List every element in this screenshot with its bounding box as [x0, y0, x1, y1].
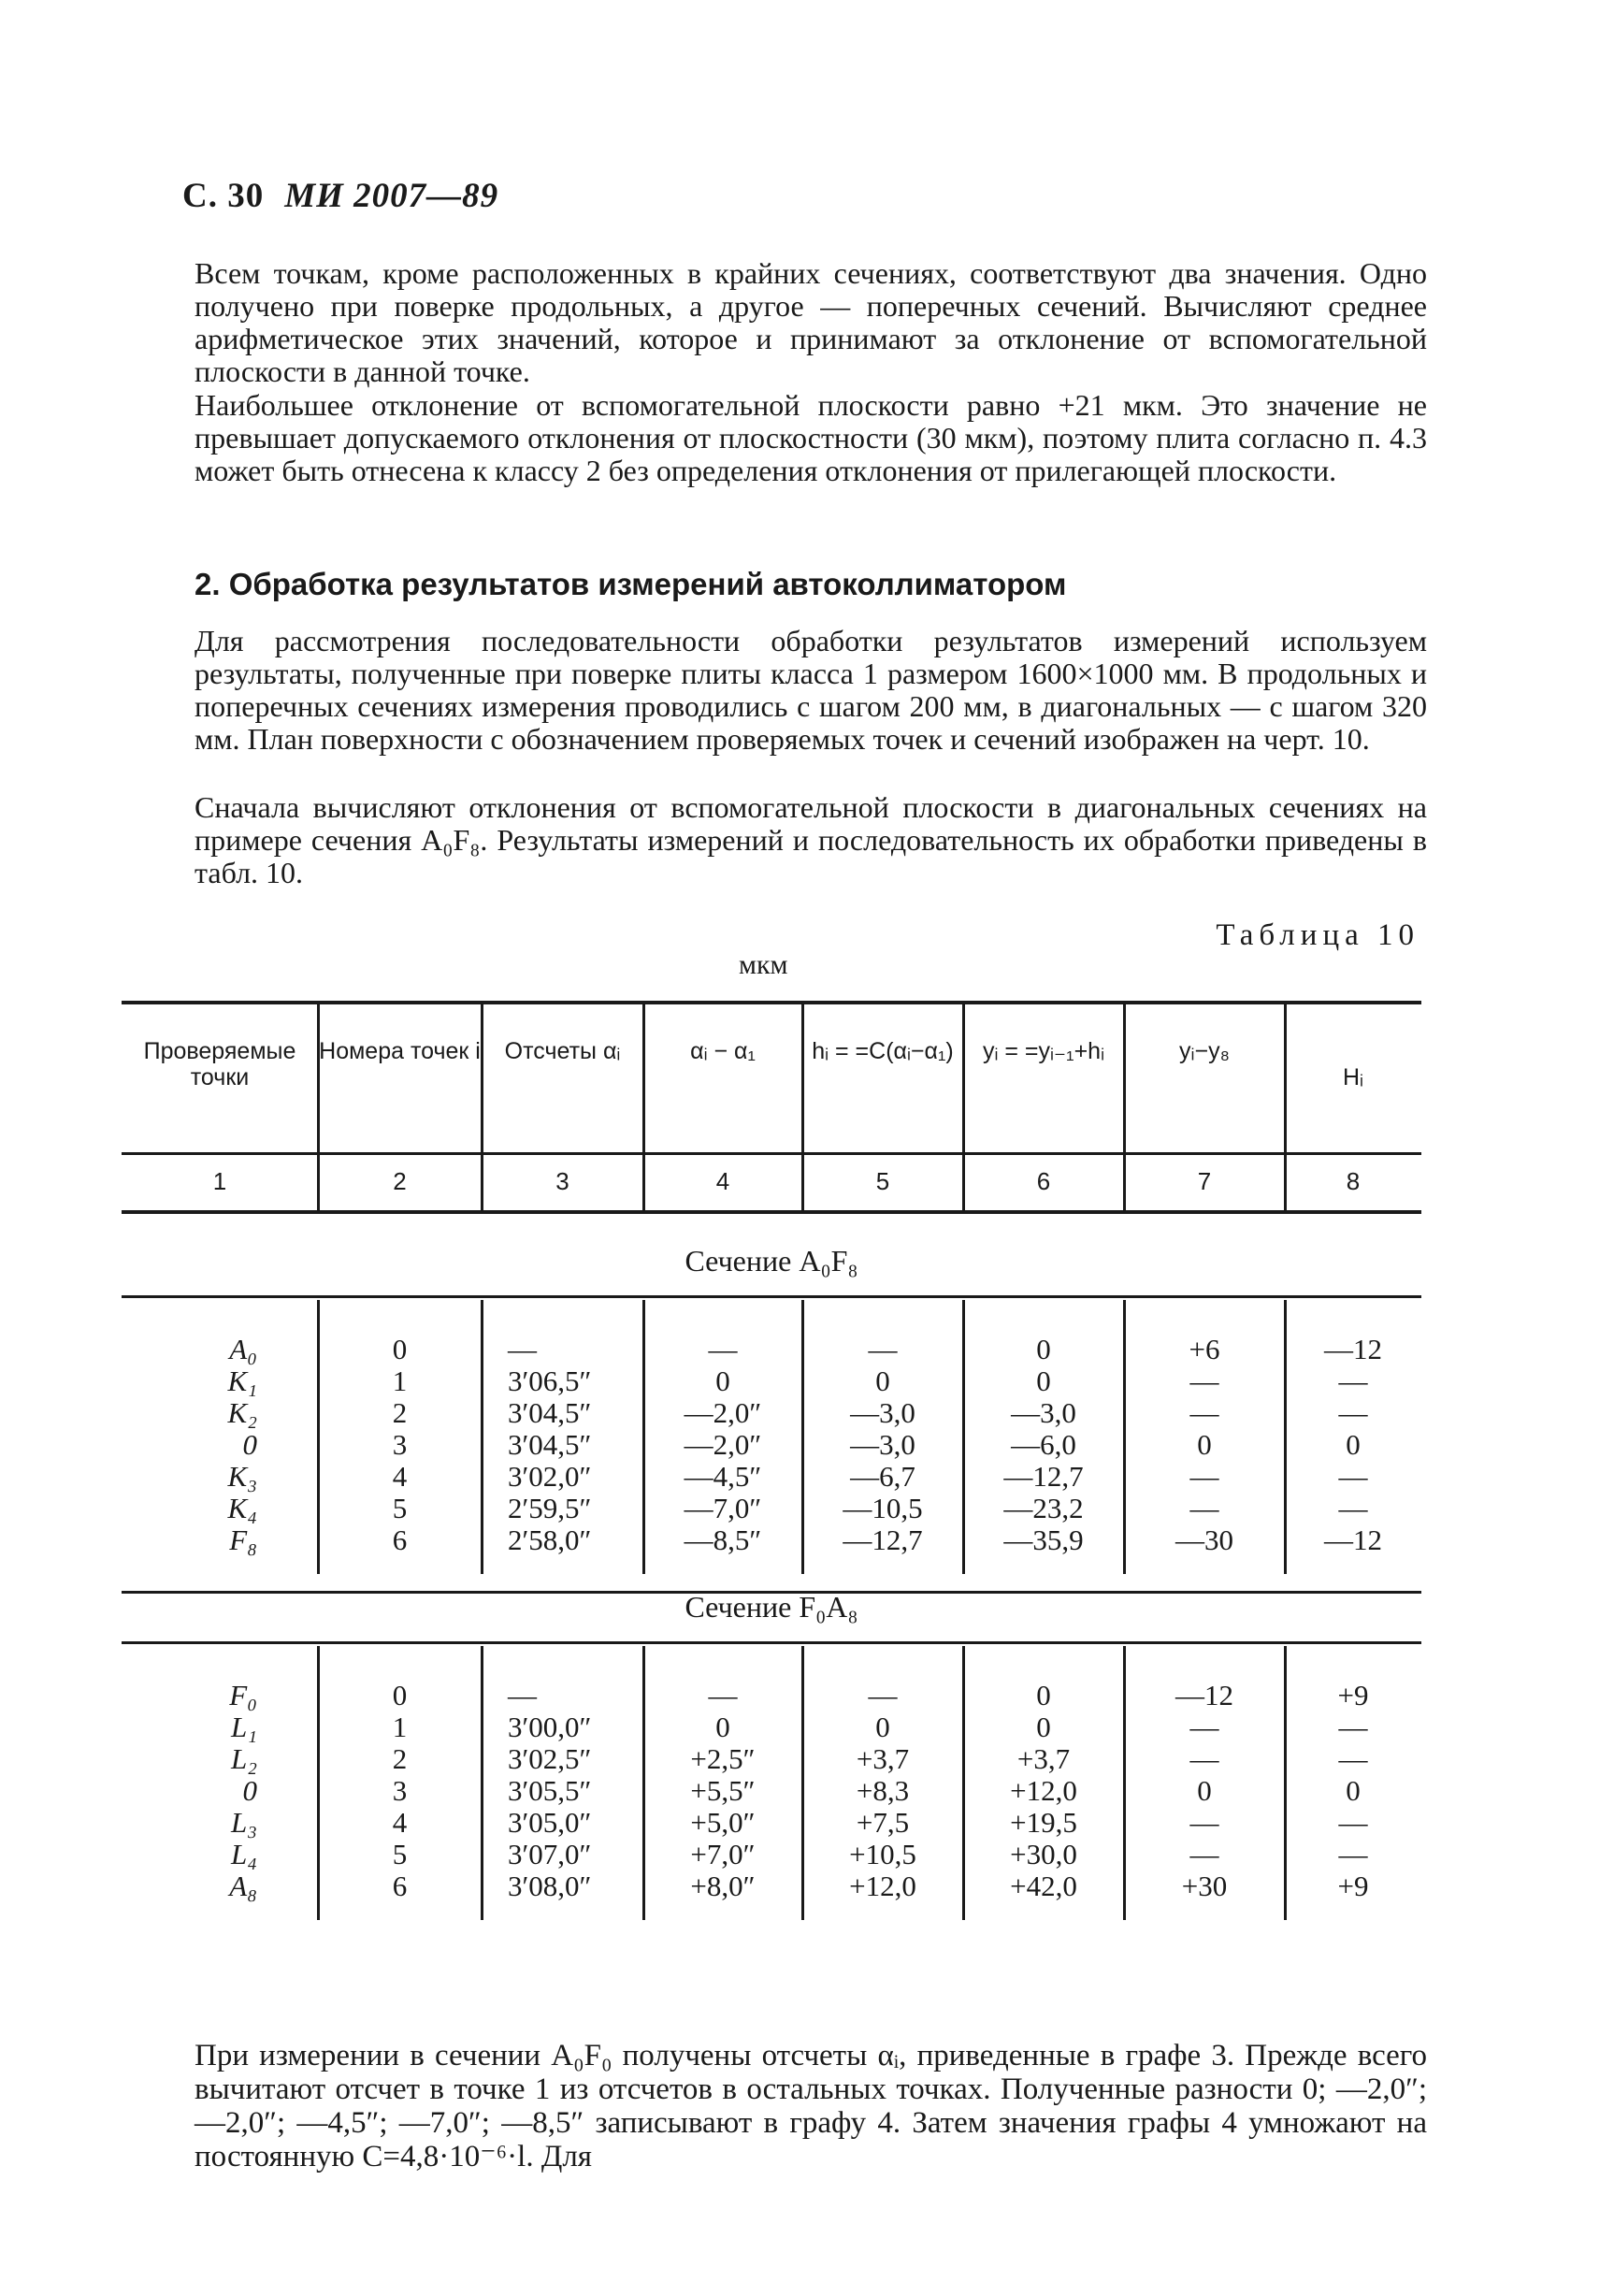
table-cell: 0: [715, 1711, 730, 1743]
table-cell: +42,0: [1010, 1870, 1077, 1902]
table-cell: —: [1189, 1365, 1219, 1397]
table-cell: —3,0: [850, 1396, 915, 1429]
table-cell: —6,7: [850, 1460, 915, 1493]
table-cell: +7,5: [856, 1806, 910, 1839]
column-number: 1: [212, 1167, 227, 1195]
table-cell: +30,0: [1010, 1838, 1077, 1870]
table-cell: —: [508, 1679, 537, 1711]
header-cell: yᵢ−y₈: [1179, 1038, 1230, 1064]
table-cell: 3′07,0″: [508, 1838, 592, 1870]
table-cell: —: [1189, 1806, 1219, 1839]
table-cell: —: [1189, 1460, 1219, 1493]
page-number: С. 30: [182, 177, 265, 215]
table-cell: +9: [1337, 1679, 1369, 1711]
column-number: 5: [875, 1167, 890, 1195]
table-cell: —12: [1324, 1333, 1382, 1365]
table-cell: —: [1189, 1838, 1219, 1870]
table-cell: 0: [1197, 1428, 1212, 1461]
section-rule: [122, 1295, 1421, 1298]
table-cell: 3′05,5″: [508, 1774, 592, 1807]
table-cell: 0: [392, 1679, 408, 1711]
table-cell: 4: [392, 1460, 408, 1493]
table-cell: +6: [1189, 1333, 1220, 1365]
paragraph-1: Всем точкам, кроме расположенных в крайних сечениях, соответствуют два значения. Одно получено при поверке продольных, а другое — поперечных сечений. Вычисляют среднее арифметическое этих значений, которое и принимают за отклонение от вспомогательной плоскости в данной точке.: [195, 256, 1427, 388]
table-cell: 2′59,5″: [508, 1492, 592, 1524]
table-cell: 3′08,0″: [508, 1870, 592, 1902]
table-cell: +5,0″: [690, 1806, 756, 1839]
table-cell: 0: [1346, 1428, 1361, 1461]
section-title: Сечение F₀A₈: [685, 1590, 858, 1624]
table-cell: 3′02,0″: [508, 1460, 592, 1493]
table-cell: —30: [1175, 1523, 1233, 1556]
table-cell: 2: [392, 1396, 408, 1429]
paragraph-2: Наибольшее отклонение от вспомогательной плоскости равно +21 мкм. Это значение не превышает допускаемого отклонения от плоскостности (30 мкм), поэтому плита согласно п. 4.3 может быть отнесена к классу 2 без определения отклонения от прилегающей плоскости.: [195, 388, 1427, 487]
table-cell: —35,9: [1003, 1523, 1084, 1556]
header-cell: Номера точек i: [319, 1038, 481, 1064]
table-cell: 2′58,0″: [508, 1523, 592, 1556]
table-cell: —12,7: [1003, 1460, 1084, 1493]
table-cell: —12,7: [843, 1523, 923, 1556]
table-cell: 6: [392, 1870, 408, 1902]
table-cell: —23,2: [1003, 1492, 1084, 1524]
table-cell: +12,0: [849, 1870, 916, 1902]
section-title: Сечение A₀F₈: [685, 1244, 858, 1278]
column-number: 7: [1197, 1167, 1212, 1195]
section-heading: 2. Обработка результатов измерений автоколлиматором: [195, 567, 1067, 601]
table-cell: —: [1338, 1806, 1368, 1839]
table-cell: —: [868, 1679, 898, 1711]
table-cell: —: [1338, 1838, 1368, 1870]
table-cell: —3,0: [1011, 1396, 1076, 1429]
table-cell: —: [1338, 1742, 1368, 1775]
table-cell: —: [1338, 1396, 1368, 1429]
header-cell: αᵢ − α₁: [690, 1038, 756, 1064]
column-number: 2: [393, 1167, 407, 1195]
table-cell: —6,0: [1011, 1428, 1076, 1461]
table-cell: +19,5: [1010, 1806, 1077, 1839]
table-cell: 0: [1346, 1774, 1361, 1807]
table-unit: мкм: [739, 949, 788, 980]
table-cell: +8,0″: [690, 1870, 756, 1902]
section-rule: [122, 1641, 1421, 1644]
table-cell: —: [1189, 1396, 1219, 1429]
table-cell: —2,0″: [684, 1428, 762, 1461]
header-cell: Отсчеты αᵢ: [504, 1038, 621, 1064]
table-cell: 0: [875, 1365, 890, 1397]
table-cell: —: [1338, 1711, 1368, 1743]
colnum-bottom-rule: [122, 1210, 1421, 1214]
table-cell: —: [1189, 1742, 1219, 1775]
table-cell: 6: [392, 1523, 408, 1556]
table-cell: 0: [875, 1711, 890, 1743]
table-cell: L₁: [230, 1711, 257, 1743]
header-cell: hᵢ = =C(αᵢ−α₁): [812, 1038, 954, 1064]
running-head: [182, 176, 498, 216]
table-cell: 0: [242, 1774, 257, 1807]
table-cell: —: [868, 1333, 898, 1365]
table-cell: 3: [392, 1428, 408, 1461]
header-cell: yᵢ = =yᵢ₋₁+hᵢ: [982, 1038, 1105, 1064]
standard-code: МИ 2007—89: [284, 177, 499, 215]
table-cell: —3,0: [850, 1428, 915, 1461]
table-cell: —: [1338, 1460, 1368, 1493]
table-cell: —: [1189, 1711, 1219, 1743]
column-number: 3: [555, 1167, 569, 1195]
column-number: 6: [1036, 1167, 1051, 1195]
paragraph-4: Сначала вычисляют отклонения от вспомогательной плоскости в диагональных сечениях на примере сечения A₀F₈. Результаты измерений и последовательность их обработки приведены в табл. 10.: [195, 790, 1427, 889]
table-cell: 1: [392, 1711, 408, 1743]
table-cell: +12,0: [1010, 1774, 1077, 1807]
table-cell: F₈: [229, 1523, 257, 1556]
table-cell: 3′04,5″: [508, 1396, 592, 1429]
table-cell: 0: [1197, 1774, 1212, 1807]
table-cell: —4,5″: [684, 1460, 762, 1493]
table-cell: 0: [715, 1365, 730, 1397]
table-cell: —7,0″: [684, 1492, 762, 1524]
table-cell: —10,5: [843, 1492, 923, 1524]
table-cell: +3,7: [1016, 1742, 1071, 1775]
table-cell: 4: [392, 1806, 408, 1839]
table-cell: 3′00,0″: [508, 1711, 592, 1743]
table-cell: +5,5″: [690, 1774, 756, 1807]
table-cell: 0: [1036, 1679, 1051, 1711]
table-cell: +10,5: [849, 1838, 916, 1870]
table-cell: 3′05,0″: [508, 1806, 592, 1839]
table-cell: 0: [1036, 1365, 1051, 1397]
table-cell: F₀: [229, 1679, 257, 1711]
table-cell: K₂: [227, 1396, 257, 1429]
table-cell: K₃: [227, 1460, 257, 1493]
table-cell: +30: [1181, 1870, 1228, 1902]
table-cell: L₂: [230, 1742, 257, 1775]
table-cell: A₈: [229, 1870, 257, 1902]
table-cell: —: [1338, 1492, 1368, 1524]
table-cell: 0: [392, 1333, 408, 1365]
table-cell: —8,5″: [684, 1523, 762, 1556]
table-cell: L₄: [230, 1838, 257, 1870]
table-cell: 3′02,5″: [508, 1742, 592, 1775]
table-label: Таблица 10: [1216, 918, 1419, 952]
table-cell: —: [708, 1679, 738, 1711]
table-cell: —: [508, 1333, 537, 1365]
table-cell: K₄: [227, 1492, 257, 1524]
table-cell: 0: [1036, 1711, 1051, 1743]
table-cell: 3′04,5″: [508, 1428, 592, 1461]
table-cell: 3′06,5″: [508, 1365, 592, 1397]
table-cell: +8,3: [856, 1774, 910, 1807]
table-cell: +3,7: [856, 1742, 910, 1775]
table-cell: 0: [1036, 1333, 1051, 1365]
table-cell: 0: [242, 1428, 257, 1461]
table-cell: —: [1189, 1492, 1219, 1524]
table-cell: —12: [1175, 1679, 1233, 1711]
table-cell: —12: [1324, 1523, 1382, 1556]
table-cell: 5: [392, 1492, 408, 1524]
paragraph-5: При измерении в сечении A₀F₀ получены отсчеты αᵢ, приведенные в графе 3. Прежде всего вычитают отсчет в точке 1 из отсчетов в остальных точках. Полученные разности 0; —2,0″; —2,0″; —4,5″; —7,0″; —8,5″ записывают в графу 4. Затем значения графы 4 умножают на постоянную C=4,8·10⁻⁶·l. Для: [195, 2039, 1427, 2173]
header-cell: Проверяемые точки: [143, 1038, 296, 1090]
header-cell: Hᵢ: [1343, 1064, 1363, 1090]
table-cell: 3: [392, 1774, 408, 1807]
table-cell: K₁: [227, 1365, 257, 1397]
table-cell: 2: [392, 1742, 408, 1775]
table-cell: +7,0″: [690, 1838, 756, 1870]
table-cell: 5: [392, 1838, 408, 1870]
paragraph-3: Для рассмотрения последовательности обработки результатов измерений используем результаты, полученные при поверке плиты класса 1 размером 1600×1000 мм. В продольных и поперечных сечениях измерения проводились с шагом 200 мм, в диагональных — с шагом 320 мм. План поверхности с обозначением проверяемых точек и сечений изображен на черт. 10.: [195, 624, 1427, 756]
table-cell: +2,5″: [690, 1742, 756, 1775]
table-cell: —: [708, 1333, 738, 1365]
table-cell: L₃: [230, 1806, 257, 1839]
column-number: 8: [1346, 1167, 1361, 1195]
table-cell: A₀: [229, 1333, 257, 1365]
table-cell: 1: [392, 1365, 408, 1397]
table-cell: —2,0″: [684, 1396, 762, 1429]
table-cell: +9: [1337, 1870, 1369, 1902]
column-number: 4: [715, 1167, 730, 1195]
table-cell: —: [1338, 1365, 1368, 1397]
